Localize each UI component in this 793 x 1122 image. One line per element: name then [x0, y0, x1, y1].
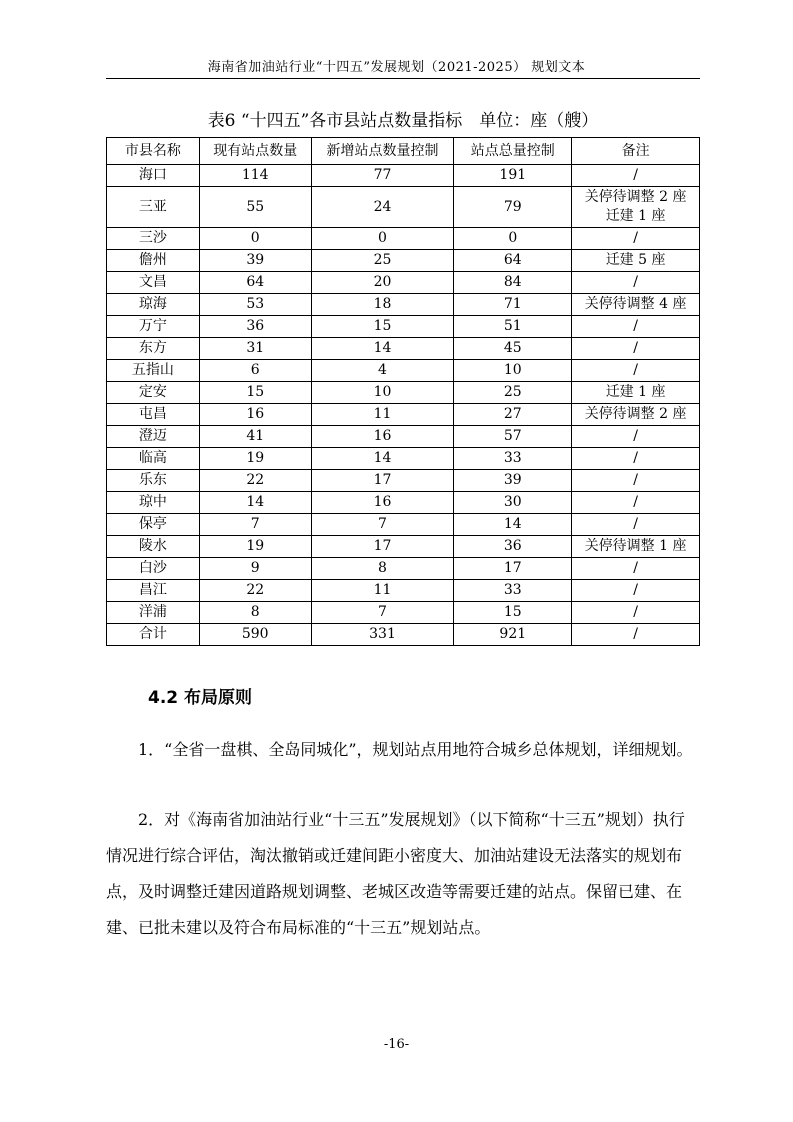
cell-total: 191 [454, 165, 572, 187]
cell-new: 8 [311, 558, 454, 580]
cell-existing: 53 [199, 294, 311, 316]
cell-existing: 0 [199, 228, 311, 250]
cell-existing: 64 [199, 272, 311, 294]
cell-total: 33 [454, 448, 572, 470]
cell-city: 海口 [107, 165, 200, 187]
table-row [107, 338, 700, 360]
cell-city: 洋浦 [107, 602, 200, 624]
cell-note: / [572, 514, 700, 536]
cell-existing: 22 [199, 470, 311, 492]
cell-existing: 6 [199, 360, 311, 382]
cell-city: 陵水 [107, 536, 200, 558]
cell-note: / [572, 165, 700, 187]
cell-city: 儋州 [107, 250, 200, 272]
page-number: -16- [383, 1037, 410, 1052]
table-row [107, 580, 700, 602]
cell-total: 36 [454, 536, 572, 558]
column-header-city: 市县名称 [107, 138, 200, 165]
cell-existing: 55 [199, 187, 311, 228]
cell-city: 琼中 [107, 492, 200, 514]
cell-existing: 16 [199, 404, 311, 426]
cell-new: 20 [311, 272, 454, 294]
cell-new: 11 [311, 404, 454, 426]
running-header: 海南省加油站行业“十四五”发展规划（2021-2025） 规划文本 [207, 60, 586, 75]
cell-note: / [572, 228, 700, 250]
cell-total: 10 [454, 360, 572, 382]
cell-existing: 9 [199, 558, 311, 580]
cell-note: / [572, 316, 700, 338]
cell-total: 51 [454, 316, 572, 338]
cell-note: / [572, 338, 700, 360]
cell-city: 东方 [107, 338, 200, 360]
cell-total: 0 [454, 228, 572, 250]
section-heading: 4.2 布局原则 [148, 688, 253, 708]
cell-city: 保亭 [107, 514, 200, 536]
cell-city: 屯昌 [107, 404, 200, 426]
cell-note: 迁建 5 座 [572, 250, 700, 272]
cell-new: 0 [311, 228, 454, 250]
cell-note: 迁建 1 座 [572, 382, 700, 404]
cell-total: 64 [454, 250, 572, 272]
paragraph-1: 1．“全省一盘棋、全岛同城化”，规划站点用地符合城乡总体规划，详细规划。 [138, 740, 693, 759]
cell-existing: 8 [199, 602, 311, 624]
paragraph-2: 2．对《海南省加油站行业“十三五”发展规划》（以下简称“十三五”规划）执行情况进行综合评估，淘汰撤销或迁建间距小密度大、加油站建设无法落实的规划布点，及时调整迁建因道路规划调整、老城区改造等需要迁建的站点。保留已建、在建、已批未建以及符合布局标准的“十三五”规划站点。 [106, 810, 685, 937]
cell-total: 45 [454, 338, 572, 360]
cell-total: 57 [454, 426, 572, 448]
table-row [107, 536, 700, 558]
cell-city: 合计 [107, 624, 200, 646]
table-row [107, 382, 700, 404]
cell-note: / [572, 558, 700, 580]
table-row [107, 558, 700, 580]
cell-new: 24 [311, 187, 454, 228]
table-header-row [107, 138, 700, 165]
cell-total: 25 [454, 382, 572, 404]
cell-total: 14 [454, 514, 572, 536]
cell-new: 77 [311, 165, 454, 187]
cell-total: 921 [454, 624, 572, 646]
cell-note: / [572, 272, 700, 294]
cell-existing: 7 [199, 514, 311, 536]
cell-new: 14 [311, 448, 454, 470]
cell-new: 11 [311, 580, 454, 602]
table-row [107, 250, 700, 272]
table-row [107, 470, 700, 492]
table-row [107, 316, 700, 338]
column-header-total: 站点总量控制 [454, 138, 572, 165]
cell-note: / [572, 448, 700, 470]
cell-note [572, 187, 700, 228]
cell-new: 18 [311, 294, 454, 316]
cell-existing: 41 [199, 426, 311, 448]
note-line: 关停待调整 2 座 [584, 189, 687, 205]
cell-city: 文昌 [107, 272, 200, 294]
cell-note: / [572, 602, 700, 624]
cell-city: 三亚 [107, 187, 200, 228]
column-header-new: 新增站点数量控制 [311, 138, 454, 165]
cell-existing: 114 [199, 165, 311, 187]
cell-city: 五指山 [107, 360, 200, 382]
cell-existing: 36 [199, 316, 311, 338]
column-header-note: 备注 [572, 138, 700, 165]
cell-total: 39 [454, 470, 572, 492]
cell-city: 澄迈 [107, 426, 200, 448]
header-rule [106, 78, 700, 79]
cell-new: 16 [311, 426, 454, 448]
cell-note: / [572, 624, 700, 646]
table-row [107, 624, 700, 646]
cell-new: 331 [311, 624, 454, 646]
cell-new: 17 [311, 470, 454, 492]
station-count-table [106, 137, 700, 646]
cell-note: 关停待调整 1 座 [572, 536, 700, 558]
table-row [107, 448, 700, 470]
table-body [107, 165, 700, 646]
table-row [107, 602, 700, 624]
cell-existing: 590 [199, 624, 311, 646]
cell-existing: 19 [199, 448, 311, 470]
cell-city: 昌江 [107, 580, 200, 602]
cell-city: 白沙 [107, 558, 200, 580]
cell-note: / [572, 360, 700, 382]
column-header-existing: 现有站点数量 [199, 138, 311, 165]
cell-new: 15 [311, 316, 454, 338]
cell-existing: 15 [199, 382, 311, 404]
cell-new: 25 [311, 250, 454, 272]
cell-total: 30 [454, 492, 572, 514]
table-row [107, 294, 700, 316]
cell-total: 71 [454, 294, 572, 316]
cell-new: 10 [311, 382, 454, 404]
table-row [107, 228, 700, 250]
cell-new: 7 [311, 602, 454, 624]
table-row [107, 492, 700, 514]
cell-existing: 22 [199, 580, 311, 602]
cell-existing: 39 [199, 250, 311, 272]
cell-total: 33 [454, 580, 572, 602]
cell-note: 关停待调整 2 座 [572, 404, 700, 426]
cell-total: 17 [454, 558, 572, 580]
cell-total: 27 [454, 404, 572, 426]
table-row [107, 404, 700, 426]
cell-city: 临高 [107, 448, 200, 470]
table-row [107, 272, 700, 294]
cell-total: 79 [454, 187, 572, 228]
cell-city: 乐东 [107, 470, 200, 492]
cell-city: 琼海 [107, 294, 200, 316]
table-row [107, 426, 700, 448]
table-row [107, 165, 700, 187]
cell-total: 15 [454, 602, 572, 624]
table-title: 表6 “十四五”各市县站点数量指标 单位：座（艘） [207, 111, 599, 131]
cell-new: 17 [311, 536, 454, 558]
cell-new: 7 [311, 514, 454, 536]
cell-new: 4 [311, 360, 454, 382]
cell-note: / [572, 426, 700, 448]
note-line: 迁建 1 座 [605, 208, 666, 224]
table-row [107, 360, 700, 382]
cell-note: / [572, 580, 700, 602]
cell-city: 定安 [107, 382, 200, 404]
cell-existing: 31 [199, 338, 311, 360]
cell-note: / [572, 470, 700, 492]
cell-new: 14 [311, 338, 454, 360]
cell-existing: 14 [199, 492, 311, 514]
cell-total: 84 [454, 272, 572, 294]
cell-city: 万宁 [107, 316, 200, 338]
cell-note: / [572, 492, 700, 514]
cell-existing: 19 [199, 536, 311, 558]
table-row [107, 514, 700, 536]
cell-note: 关停待调整 4 座 [572, 294, 700, 316]
cell-city: 三沙 [107, 228, 200, 250]
cell-new: 16 [311, 492, 454, 514]
table-row [107, 187, 700, 228]
